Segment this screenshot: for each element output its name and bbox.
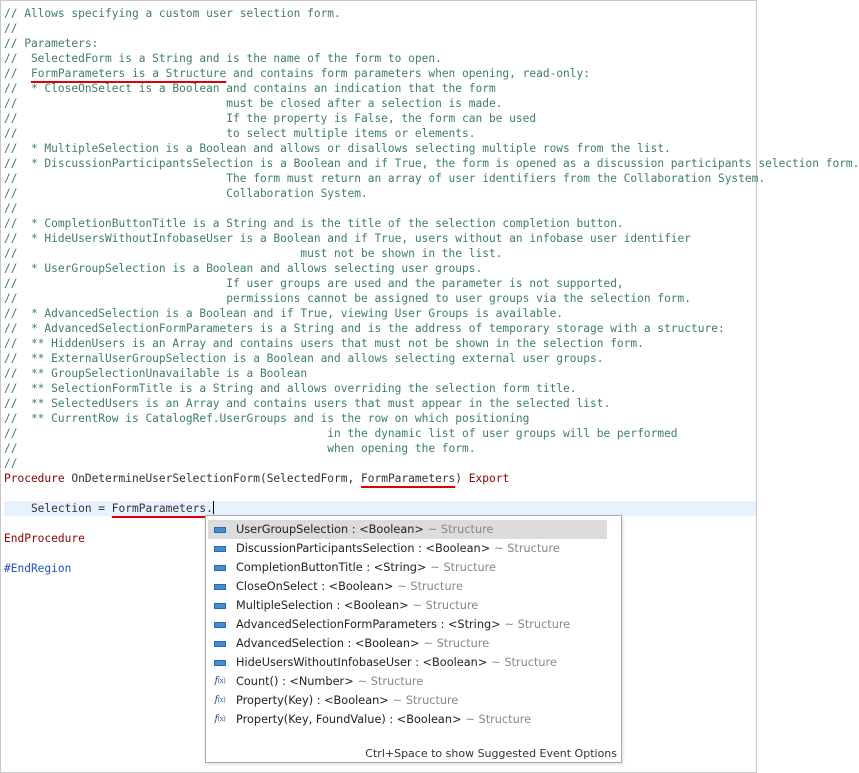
procedure-close-paren: ) xyxy=(455,472,463,485)
autocomplete-item-type: ~ Structure xyxy=(504,618,571,631)
code-line-comment[interactable]: // * DiscussionParticipantsSelection is a Boolean and if True, the form is opened as a discussion participants selection form. xyxy=(4,157,859,170)
export-keyword: Export xyxy=(462,472,510,485)
autocomplete-hint: Ctrl+Space to show Suggested Event Options xyxy=(365,747,617,760)
property-icon xyxy=(212,560,228,576)
text-caret xyxy=(213,501,214,514)
procedure-signature: OnDetermineUserSelectionForm(SelectedForm, xyxy=(64,472,361,485)
autocomplete-item-type: ~ Structure xyxy=(494,542,560,555)
code-line-comment[interactable]: // SelectedForm is a String and is the name of the form to open. xyxy=(4,52,442,65)
method-icon xyxy=(212,712,228,728)
code-line-comment[interactable]: // If user groups are used and the parameter is not supported, xyxy=(4,277,624,290)
autocomplete-item[interactable] xyxy=(208,520,607,539)
autocomplete-item[interactable] xyxy=(208,615,607,634)
code-line-comment[interactable]: // * AdvancedSelectionFormParameters is a String and is the address of temporary storage with a structure: xyxy=(4,322,725,335)
autocomplete-item-label: CompletionButtonTitle : <String> xyxy=(236,561,427,574)
method-glyph: f(x) xyxy=(214,695,226,705)
autocomplete-item[interactable] xyxy=(208,634,607,653)
code-line-comment[interactable]: // Parameters: xyxy=(4,37,99,50)
property-glyph xyxy=(214,565,226,571)
procedure-keyword: Procedure xyxy=(4,472,65,485)
autocomplete-item-label: UserGroupSelection : <Boolean> xyxy=(236,523,424,536)
code-line-comment[interactable]: // xyxy=(4,22,18,35)
autocomplete-item[interactable] xyxy=(208,710,607,729)
autocomplete-item-type: ~ Structure xyxy=(423,637,490,650)
selection-assignment-line[interactable] xyxy=(4,501,756,516)
code-line-comment[interactable]: // in the dynamic list of user groups will be performed xyxy=(4,427,678,440)
autocomplete-item-label: DiscussionParticipantsSelection : <Boolean> xyxy=(236,542,491,555)
formparameters-ref: FormParameters xyxy=(111,502,207,515)
code-line-comment[interactable]: // xyxy=(4,457,18,470)
comment-text: and contains form parameters when opening, read-only: xyxy=(226,67,590,80)
property-icon xyxy=(212,541,228,557)
code-line-comment[interactable]: // to select multiple items or elements. xyxy=(4,127,476,140)
autocomplete-item-type: ~ Structure xyxy=(412,599,479,612)
autocomplete-item-label: Count() : <Number> xyxy=(236,675,354,688)
property-icon xyxy=(212,617,228,633)
code-line-comment[interactable]: // must not be shown in the list. xyxy=(4,247,503,260)
endprocedure-keyword[interactable]: EndProcedure xyxy=(4,532,85,545)
member-access-dot: . xyxy=(206,502,213,515)
code-line-comment[interactable]: // ** GroupSelectionUnavailable is a Boolean xyxy=(4,367,308,380)
autocomplete-item-type: ~ Structure xyxy=(357,675,424,688)
autocomplete-item[interactable] xyxy=(208,653,607,672)
code-line-comment[interactable]: // ** HiddenUsers is an Array and contains users that must not be shown in the selection form. xyxy=(4,337,644,350)
code-line-comment[interactable]: // ** ExternalUserGroupSelection is a Boolean and allows selecting external user groups. xyxy=(4,352,604,365)
code-line-comment[interactable]: // must be closed after a selection is made. xyxy=(4,97,503,110)
blank-line[interactable] xyxy=(4,486,756,501)
code-line-comment[interactable] xyxy=(4,66,756,81)
autocomplete-item-type: ~ Structure xyxy=(430,561,496,574)
code-line-comment[interactable]: // permissions cannot be assigned to user groups via the selection form. xyxy=(4,292,692,305)
autocomplete-item[interactable] xyxy=(208,596,607,615)
property-glyph xyxy=(214,584,226,590)
method-icon xyxy=(212,693,228,709)
code-line-comment[interactable]: // Collaboration System. xyxy=(4,187,368,200)
property-icon xyxy=(212,579,228,595)
autocomplete-item-label: AdvancedSelection : <Boolean> xyxy=(236,637,420,650)
code-line-comment[interactable]: // xyxy=(4,202,18,215)
autocomplete-item[interactable] xyxy=(208,577,607,596)
property-glyph xyxy=(214,622,226,628)
procedure-declaration-line[interactable] xyxy=(4,471,756,486)
code-line-comment[interactable]: // * CompletionButtonTitle is a String and is the title of the selection completion button. xyxy=(4,217,624,230)
autocomplete-item[interactable] xyxy=(208,539,607,558)
autocomplete-item-type: ~ Structure xyxy=(397,580,463,593)
property-glyph xyxy=(214,641,226,647)
assignment-text: Selection = xyxy=(4,502,112,515)
code-line-comment[interactable]: // * HideUsersWithoutInfobaseUser is a Boolean and if True, users without an infobase user identifier xyxy=(4,232,692,245)
autocomplete-item[interactable] xyxy=(208,672,607,691)
code-line-comment[interactable]: // * AdvancedSelection is a Boolean and if True, viewing User Groups is available. xyxy=(4,307,564,320)
autocomplete-item-label: CloseOnSelect : <Boolean> xyxy=(236,580,394,593)
code-line-comment[interactable]: // If the property is False, the form can be used xyxy=(4,112,537,125)
comment-text: // xyxy=(4,67,31,80)
code-line-comment[interactable]: // when opening the form. xyxy=(4,442,476,455)
autocomplete-list[interactable] xyxy=(208,520,607,729)
autocomplete-item-label: Property(Key) : <Boolean> xyxy=(236,694,389,707)
editor-content[interactable] xyxy=(4,6,859,576)
code-line-comment[interactable]: // ** SelectionFormTitle is a String and allows overriding the selection form title. xyxy=(4,382,577,395)
code-line-comment[interactable]: // * CloseOnSelect is a Boolean and contains an indication that the form xyxy=(4,82,496,95)
formparameters-param: FormParameters xyxy=(361,472,456,485)
code-line-comment[interactable]: // * MultipleSelection is a Boolean and allows or disallows selecting multiple rows from the list. xyxy=(4,142,671,155)
property-icon xyxy=(212,522,228,538)
code-line-comment[interactable]: // ** SelectedUsers is an Array and contains users that must appear in the selected list. xyxy=(4,397,611,410)
autocomplete-item-label: Property(Key, FoundValue) : <Boolean> xyxy=(236,713,462,726)
property-icon xyxy=(212,598,228,614)
property-glyph xyxy=(214,527,226,533)
autocomplete-item-label: AdvancedSelectionFormParameters : <String> xyxy=(236,618,501,631)
autocomplete-item-label: HideUsersWithoutInfobaseUser : <Boolean> xyxy=(236,656,488,669)
autocomplete-item[interactable] xyxy=(208,558,607,577)
underlined-comment-text: FormParameters is a Structure xyxy=(30,67,227,80)
property-icon xyxy=(212,655,228,671)
property-glyph xyxy=(214,603,226,609)
method-glyph: f(x) xyxy=(214,676,226,686)
code-line-comment[interactable]: // The form must return an array of user identifiers from the Collaboration System. xyxy=(4,172,766,185)
method-glyph: f(x) xyxy=(214,714,226,724)
endregion-directive[interactable]: #EndRegion xyxy=(4,562,72,575)
property-glyph xyxy=(214,660,226,666)
autocomplete-popup[interactable] xyxy=(205,515,622,763)
autocomplete-item-type: ~ Structure xyxy=(392,694,459,707)
code-line-comment[interactable]: // ** CurrentRow is CatalogRef.UserGroups and is the row on which positioning xyxy=(4,412,530,425)
autocomplete-item[interactable] xyxy=(208,691,607,710)
autocomplete-item-type: ~ Structure xyxy=(491,656,557,669)
method-icon xyxy=(212,674,228,690)
code-line-comment[interactable]: // Allows specifying a custom user selection form. xyxy=(4,7,341,20)
property-glyph xyxy=(214,546,226,552)
property-icon xyxy=(212,636,228,652)
autocomplete-item-type: ~ Structure xyxy=(427,523,494,536)
autocomplete-item-label: MultipleSelection : <Boolean> xyxy=(236,599,409,612)
autocomplete-item-type: ~ Structure xyxy=(465,713,532,726)
code-line-comment[interactable]: // * UserGroupSelection is a Boolean and allows selecting user groups. xyxy=(4,262,483,275)
